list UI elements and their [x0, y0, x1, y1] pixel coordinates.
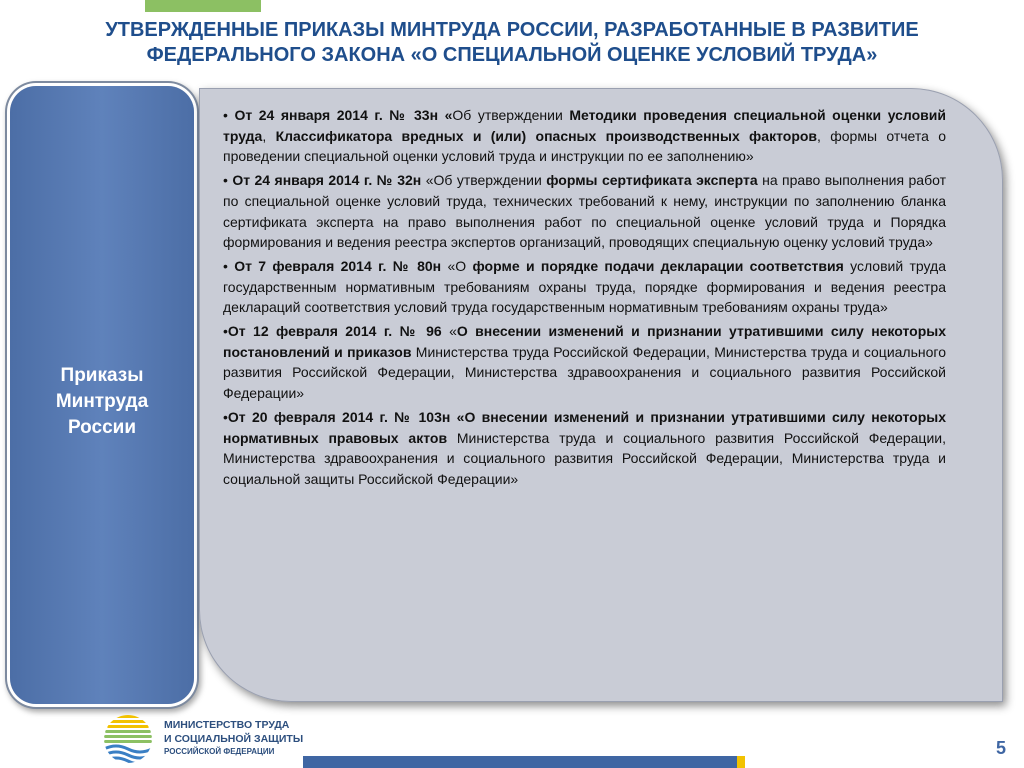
- title-line-2: ФЕДЕРАЛЬНОГО ЗАКОНА «О СПЕЦИАЛЬНОЙ ОЦЕНКЕ УСЛОВИЙ ТРУДА»: [146, 44, 878, 66]
- page-number: 5: [996, 738, 1007, 758]
- content-panel: [199, 88, 1003, 702]
- order-text: Министерства труда Российской Федерации, Министерства труда и социального развития Российской Федерации, Министерства здравоохранения и социального развития Российской Федерации»: [223, 343, 946, 402]
- bullet-icon: •: [223, 323, 228, 340]
- logo-line-1: МИНИСТЕРСТВО ТРУДА: [164, 719, 290, 731]
- order-text-bold: Классификатора вредных и (или) опасных производственных факторов: [275, 127, 818, 144]
- order-text: ,: [262, 127, 276, 144]
- order-text-bold: форме и порядке подачи декларации соответствия: [472, 257, 844, 274]
- order-text: «Об утверждении: [421, 172, 547, 189]
- footer-accent: [737, 756, 745, 768]
- side-label-line-1: Приказы: [60, 365, 144, 386]
- side-label-line-2: Минтруда: [55, 391, 149, 412]
- bullet-icon: •: [223, 257, 228, 274]
- order-reference: От 20 февраля 2014 г. № 103н «О внесении изменений и признании утратившими силу некоторых нормативных правовых актов: [223, 408, 946, 446]
- bullet-icon: •: [223, 408, 228, 425]
- ministry-logo-icon: [102, 713, 154, 765]
- logo-line-2: И СОЦИАЛЬНОЙ ЗАЩИТЫ: [164, 733, 304, 745]
- page-title: [20, 18, 1004, 68]
- order-item: [223, 105, 946, 167]
- order-text: Министерства труда и социального развития Российской Федерации, Министерства здравоохранения и социального развития Российской Федерации, Министерства труда и социальной защиты Российской Федерации»: [223, 429, 946, 487]
- bullet-icon: •: [223, 107, 228, 123]
- side-panel-label: [56, 363, 148, 441]
- order-item: [223, 256, 946, 318]
- order-reference: От 12 февраля 2014 г. № 96: [227, 323, 442, 340]
- order-text-bold: О внесении изменений и признании утратившими силу некоторых постановлений и приказов: [223, 323, 946, 360]
- order-text: Об утверждении: [452, 107, 570, 123]
- order-text-bold: Методики проведения специальной оценки условий труда: [223, 107, 946, 144]
- order-item: [223, 170, 946, 253]
- order-item: [223, 407, 946, 490]
- orders-list: [223, 105, 946, 493]
- order-reference: От 24 января 2014 г. № 33н: [227, 107, 445, 123]
- footer-bar: [303, 756, 737, 768]
- order-text: , формы отчета о проведении специальной оценки условий труда и инструкции по ее заполнению»: [223, 127, 947, 165]
- order-reference: От 7 февраля 2014 г. № 80н: [227, 257, 442, 274]
- order-text: «О: [441, 257, 473, 274]
- logo-line-3: РОССИЙСКОЙ ФЕДЕРАЦИИ: [164, 747, 275, 756]
- title-line-1: УТВЕРЖДЕННЫЕ ПРИКАЗЫ МИНТРУДА РОССИИ, РАЗРАБОТАННЫЕ В РАЗВИТИЕ: [105, 19, 919, 41]
- side-panel: [10, 86, 194, 704]
- order-item: [223, 321, 946, 404]
- side-label-line-3: России: [67, 417, 137, 438]
- order-text-bold: «: [444, 107, 453, 123]
- top-accent-bar: [145, 0, 261, 12]
- order-reference: От 24 января 2014 г. № 32н: [227, 172, 422, 189]
- order-text: на право выполнения работ по специальной оценке условий труда, технических требований к нему, инструкции по заполнению бланка сертификата эксперта на право выполнения работ по специальной оценке условий труда и Порядка формирования и ведения реестра экспертов организаций, проводящих специальную оценку условий труда»: [223, 172, 946, 251]
- order-text: «: [441, 323, 457, 340]
- ministry-logo-text: [164, 718, 303, 757]
- order-text-bold: формы сертификата эксперта: [546, 172, 758, 189]
- order-text: условий труда государственным нормативным требованиям охраны труда, порядке формирования и ведения реестра деклараций соответствия условий труда государственным нормативным требованиям охраны труда»: [223, 257, 947, 316]
- bullet-icon: •: [223, 172, 228, 189]
